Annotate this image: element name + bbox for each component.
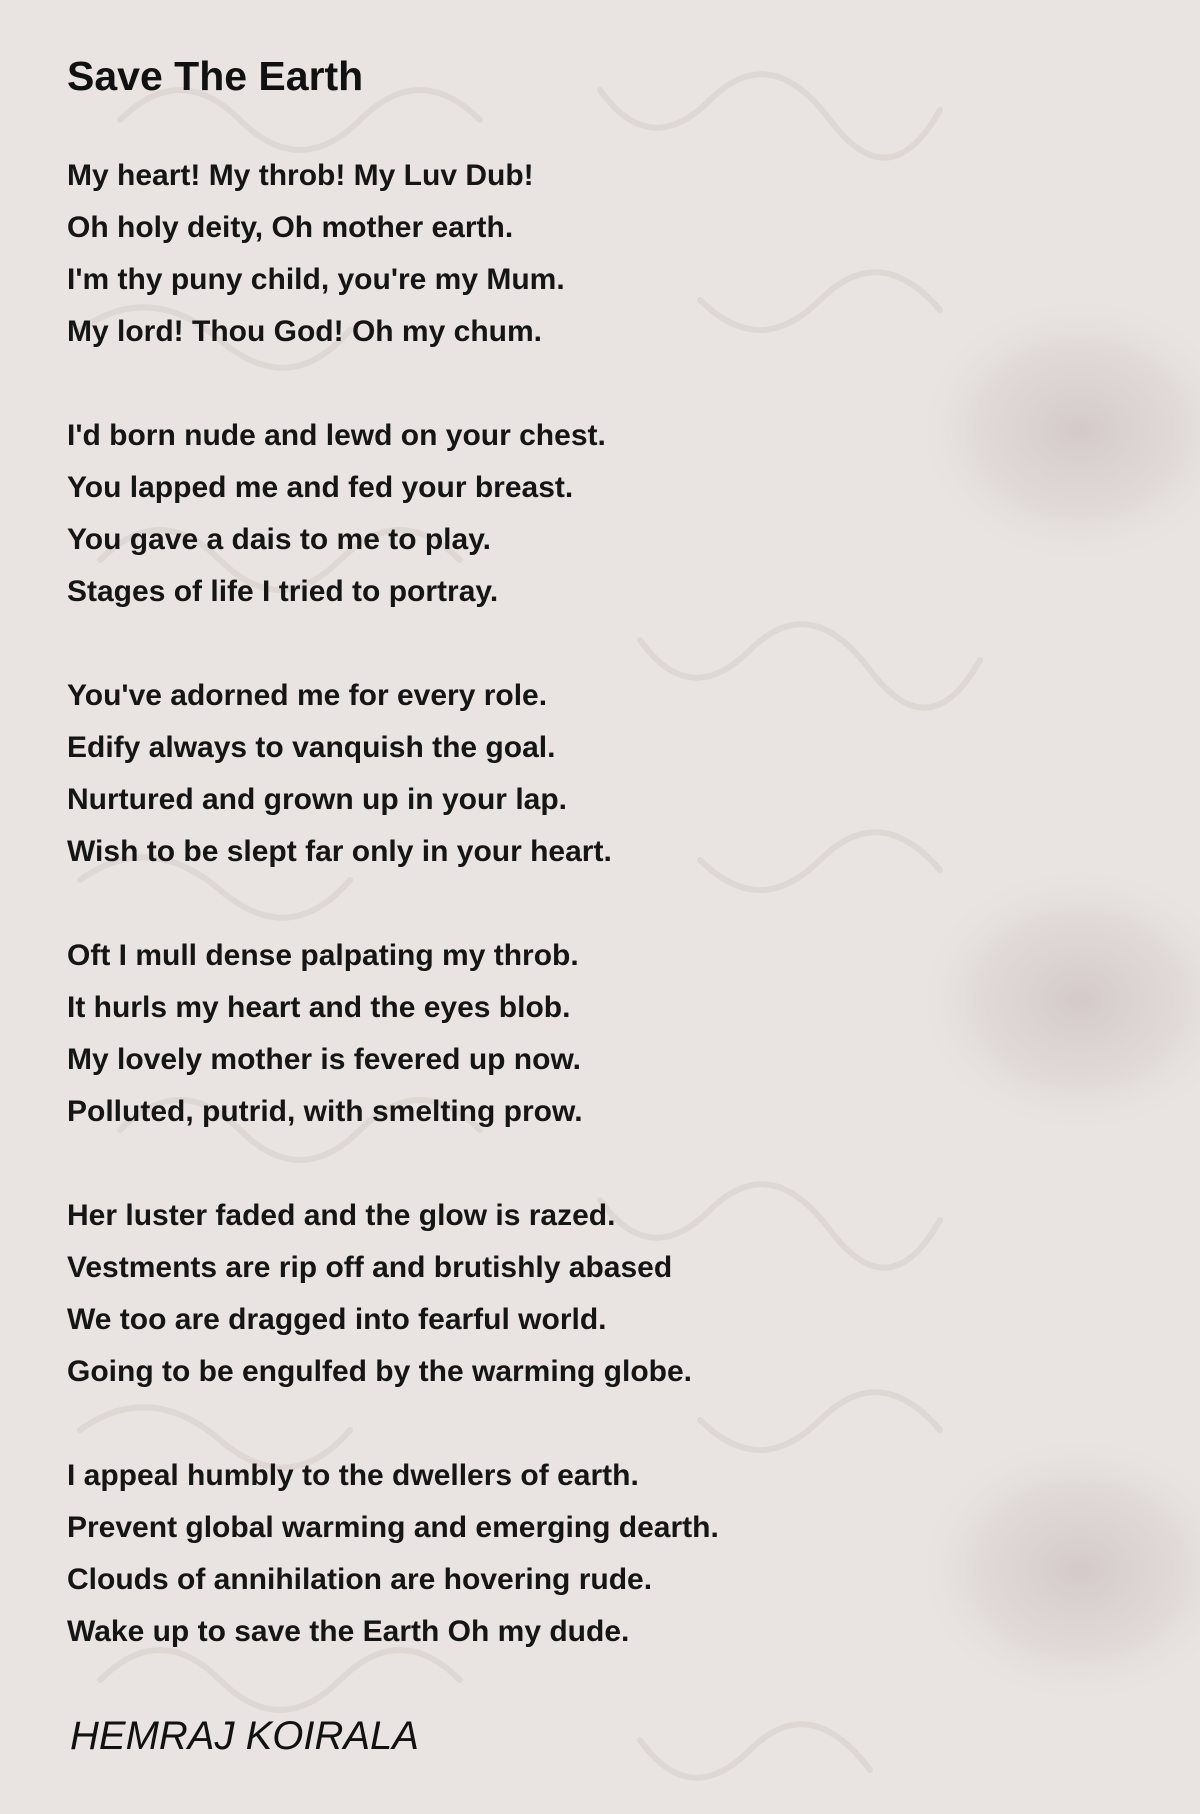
poem-line: Wish to be slept far only in your heart. <box>67 835 612 868</box>
stanza <box>67 1450 1067 1658</box>
stanza <box>67 930 1067 1138</box>
poem-line: Edify always to vanquish the goal. <box>67 731 556 764</box>
poem-line: My lovely mother is fevered up now. <box>67 1043 582 1076</box>
poem-line: I'd born nude and lewd on your chest. <box>67 419 606 452</box>
poem-line: Clouds of annihilation are hovering rude. <box>67 1563 653 1596</box>
poem-line: You lapped me and fed your breast. <box>67 471 574 504</box>
poem-line: Oh holy deity, Oh mother earth. <box>67 211 514 244</box>
poem-line: You gave a dais to me to play. <box>67 523 491 556</box>
poem-line: I'm thy puny child, you're my Mum. <box>67 263 565 296</box>
stanza <box>67 670 1067 878</box>
poem-line: I appeal humbly to the dwellers of earth. <box>67 1459 639 1492</box>
poem-line: Stages of life I tried to portray. <box>67 575 499 608</box>
poem-line: Nurtured and grown up in your lap. <box>67 783 567 816</box>
poem-line: Oft I mull dense palpating my throb. <box>67 939 579 972</box>
poem-line: Prevent global warming and emerging dearth. <box>67 1511 719 1544</box>
poem-body <box>67 150 1067 1658</box>
poem-title: Save The Earth <box>67 53 364 99</box>
poem-line: Vestments are rip off and brutishly abased <box>67 1251 673 1284</box>
poem-line: Wake up to save the Earth Oh my dude. <box>67 1615 630 1648</box>
stanza <box>67 1190 1067 1398</box>
poem-line: Polluted, putrid, with smelting prow. <box>67 1095 583 1128</box>
poem-line: We too are dragged into fearful world. <box>67 1303 607 1336</box>
poem-line: My lord! Thou God! Oh my chum. <box>67 315 542 348</box>
stanza <box>67 410 1067 618</box>
stanza <box>67 150 1067 358</box>
poem-author: HEMRAJ KOIRALA <box>70 1714 419 1758</box>
poem-line: It hurls my heart and the eyes blob. <box>67 991 571 1024</box>
poem-line: Her luster faded and the glow is razed. <box>67 1199 616 1232</box>
poem-line: Going to be engulfed by the warming globe. <box>67 1355 693 1388</box>
poem-line: My heart! My throb! My Luv Dub! <box>67 159 534 192</box>
poem-line: You've adorned me for every role. <box>67 679 548 712</box>
